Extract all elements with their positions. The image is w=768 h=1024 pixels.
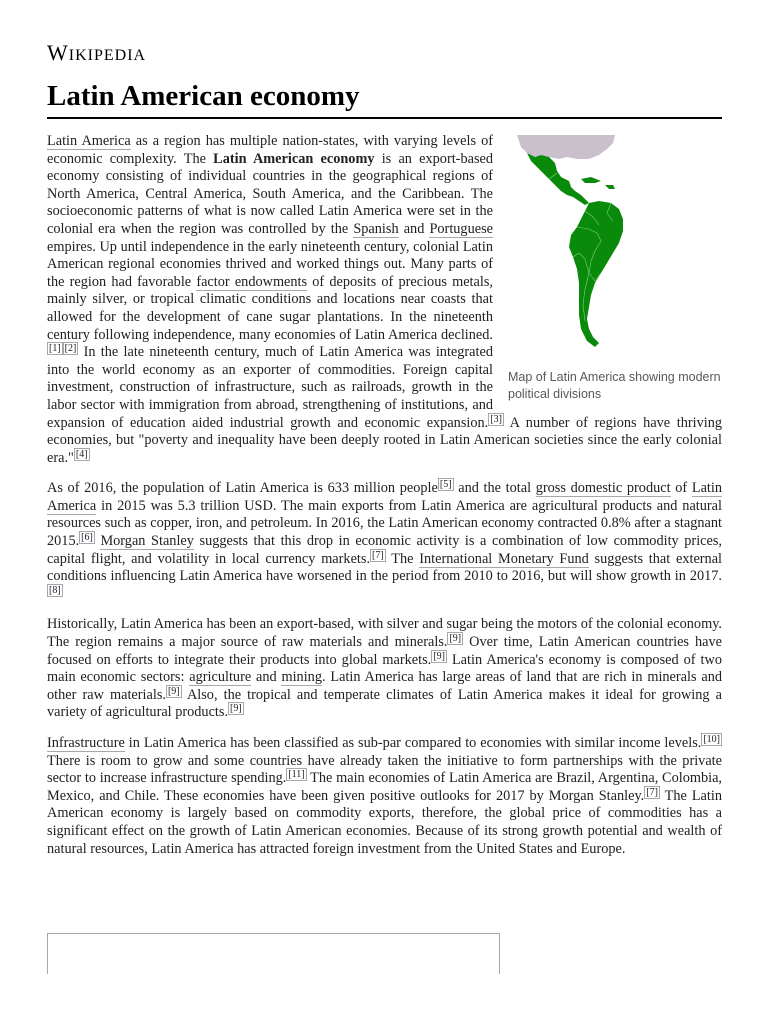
text-run: Latin America's economy is composed of two main economic sectors:: [47, 651, 722, 686]
text-run: empires. Up until independence in the early nineteenth century, colonial Latin American regional economies thrived and worked things out. Many parts of the region had favorable: [47, 238, 493, 290]
text-run: in Latin America has been classified as sub-par compared to economies with similar income levels.: [124, 735, 702, 751]
citation-7[interactable]: [370, 549, 386, 562]
citation-label: [4]: [75, 448, 88, 460]
citation-label: [7]: [646, 786, 658, 798]
article-body: [47, 133, 722, 871]
link-imf[interactable]: International Monetary Fund: [419, 550, 589, 567]
citation-9[interactable]: [431, 650, 447, 663]
citation-1[interactable]: [47, 342, 63, 355]
map-caption: Map of Latin America showing modern political divisions: [508, 370, 721, 401]
citation-9[interactable]: [228, 702, 244, 715]
mexico-central-america-shape: [527, 153, 589, 205]
link-factor-endowments[interactable]: factor endowments: [196, 273, 308, 290]
wordmark-initial: W: [47, 40, 69, 65]
text-run: The: [385, 550, 420, 567]
text-run: of deposits of precious metals, mainly silver, or tropical climatic conditions and locations near coasts that allowed for the development of cane sugar plantations. In the nineteenth century following independence, many economies of Latin America declined.: [47, 273, 493, 343]
bold-term: Latin American economy: [213, 150, 375, 167]
citation-label: [11]: [288, 769, 305, 781]
text-run: is an export-based economy consisting of individual countries in the geographical regions of North America, Central America, South America, and the Caribbean. The socioeconomic patterns of what is now called Latin America were set in the colonial era when the region was controlled by the: [47, 150, 493, 237]
page-title: Latin American economy: [47, 80, 360, 112]
citation-label: [9]: [167, 685, 180, 697]
paragraph-history: [47, 616, 722, 722]
text-run: The Latin American economy is largely based on commodity exports, therefore, the global price of commodities has a significant effect on the growth of Latin American economies. Because of its strong growth potential and wealth of natural resources, Latin America has attracted foreign investment from the United States and Europe.: [47, 787, 722, 857]
text-run: As of 2016, the population of Latin America is 633 million people: [47, 480, 438, 497]
text-run: and: [251, 669, 282, 686]
citation-2[interactable]: [63, 342, 79, 355]
latin-america-map-image[interactable]: [515, 133, 625, 353]
citation-10[interactable]: [701, 733, 722, 746]
citation-9[interactable]: [166, 685, 182, 698]
link-portuguese[interactable]: Portuguese: [429, 220, 493, 237]
text-run: as a region has multiple nation-states, with varying levels of economic complexity. The: [47, 133, 493, 167]
citation-3[interactable]: [488, 413, 504, 426]
citation-label: [10]: [703, 734, 720, 745]
south-america-shape: [569, 201, 623, 347]
link-spanish[interactable]: Spanish: [353, 220, 399, 237]
citation-label: [2]: [64, 343, 77, 355]
link-latin-america-2[interactable]: Latin America: [47, 480, 723, 514]
wordmark-rest: IKIPEDIA: [68, 47, 147, 64]
link-agriculture[interactable]: agriculture: [189, 669, 252, 686]
paragraph-population: [47, 480, 722, 603]
citation-label: [9]: [230, 703, 242, 715]
citation-label: [7]: [372, 549, 384, 561]
text-run: There is room to grow and some countries have already taken the initiative to form partnerships with the private sector to increase infrastructure spending.: [47, 752, 722, 787]
text-run: in 2015 was 5.3 trillion USD. The main exports from Latin America are agricultural products and natural resources such as copper, iron, and petroleum. In 2016, the Latin American economy contracted 0.8% after a stagnant 2015.: [47, 497, 722, 550]
citation-label: [3]: [490, 413, 502, 425]
table-of-contents-box: [47, 933, 500, 974]
citation-8[interactable]: [47, 584, 63, 597]
link-latin-america[interactable]: Latin America: [47, 133, 131, 149]
citation-label: [9]: [433, 650, 445, 662]
text-run: of: [670, 480, 692, 497]
citation-6[interactable]: [79, 531, 95, 544]
citation-label: [1]: [49, 343, 61, 355]
citation-9[interactable]: [447, 632, 463, 645]
wikipedia-wordmark[interactable]: [47, 40, 146, 66]
citation-label: [9]: [449, 633, 462, 645]
citation-11[interactable]: [286, 768, 306, 781]
text-run: Over time, Latin American countries have focused on efforts to integrate their products into global markets.: [47, 634, 722, 668]
title-divider: [47, 117, 722, 119]
paragraph-infrastructure: [47, 735, 722, 858]
text-run: and: [398, 220, 430, 237]
link-infrastructure[interactable]: Infrastructure: [47, 735, 125, 751]
text-run: . Latin America has large areas of land that are rich in minerals and other raw materials.: [47, 669, 722, 703]
text-run: Also, the tropical and temperate climates of Latin America makes it ideal for growing a variety of agricultural products.: [47, 686, 722, 721]
map-figure: [505, 133, 722, 403]
citation-label: [6]: [81, 532, 93, 544]
text-run: suggests that external conditions influencing Latin America have worsened in the period from 2010 to 2016, but will show growth in 2017.: [47, 550, 723, 585]
link-gross-domestic-product[interactable]: gross domestic product: [535, 480, 671, 497]
citation-7[interactable]: [644, 786, 660, 799]
text-run: A number of regions have thriving economies, but "poverty and inequality have been deeply rooted in Latin American societies since the early colonial era.": [47, 414, 722, 466]
citation-label: [8]: [49, 584, 61, 596]
link-mining[interactable]: mining: [281, 669, 322, 686]
citation-5[interactable]: [438, 478, 454, 491]
citation-label: [5]: [439, 479, 452, 491]
text-run: suggests that this drop in economic activity is a combination of low commodity prices, capital flight, and volatility in local currency markets.: [47, 533, 722, 567]
text-run: The main economies of Latin America are Brazil, Argentina, Colombia, Mexico, and Chile. These economies have been given positive outlooks for 2017 by Morgan Stanley.: [47, 770, 723, 804]
link-morgan-stanley[interactable]: Morgan Stanley: [100, 533, 194, 550]
text-run: and the total: [453, 480, 536, 497]
citation-4[interactable]: [74, 448, 90, 461]
text-run: Historically, Latin America has been an export-based, with silver and sugar being the motors of the colonial economy. The region remains a major source of raw materials and minerals.: [47, 616, 722, 651]
caribbean-islands-shape: [581, 177, 615, 189]
text-run: In the late nineteenth century, much of Latin America was integrated into the world economy as an exporter of commodities. Foreign capital investment, construction of infrastructure, such as railroads, growth in the labor sector with immigration from abroad, strengthening of institutions, and expansion of education aided industrial growth and economic expansion.: [47, 344, 493, 431]
